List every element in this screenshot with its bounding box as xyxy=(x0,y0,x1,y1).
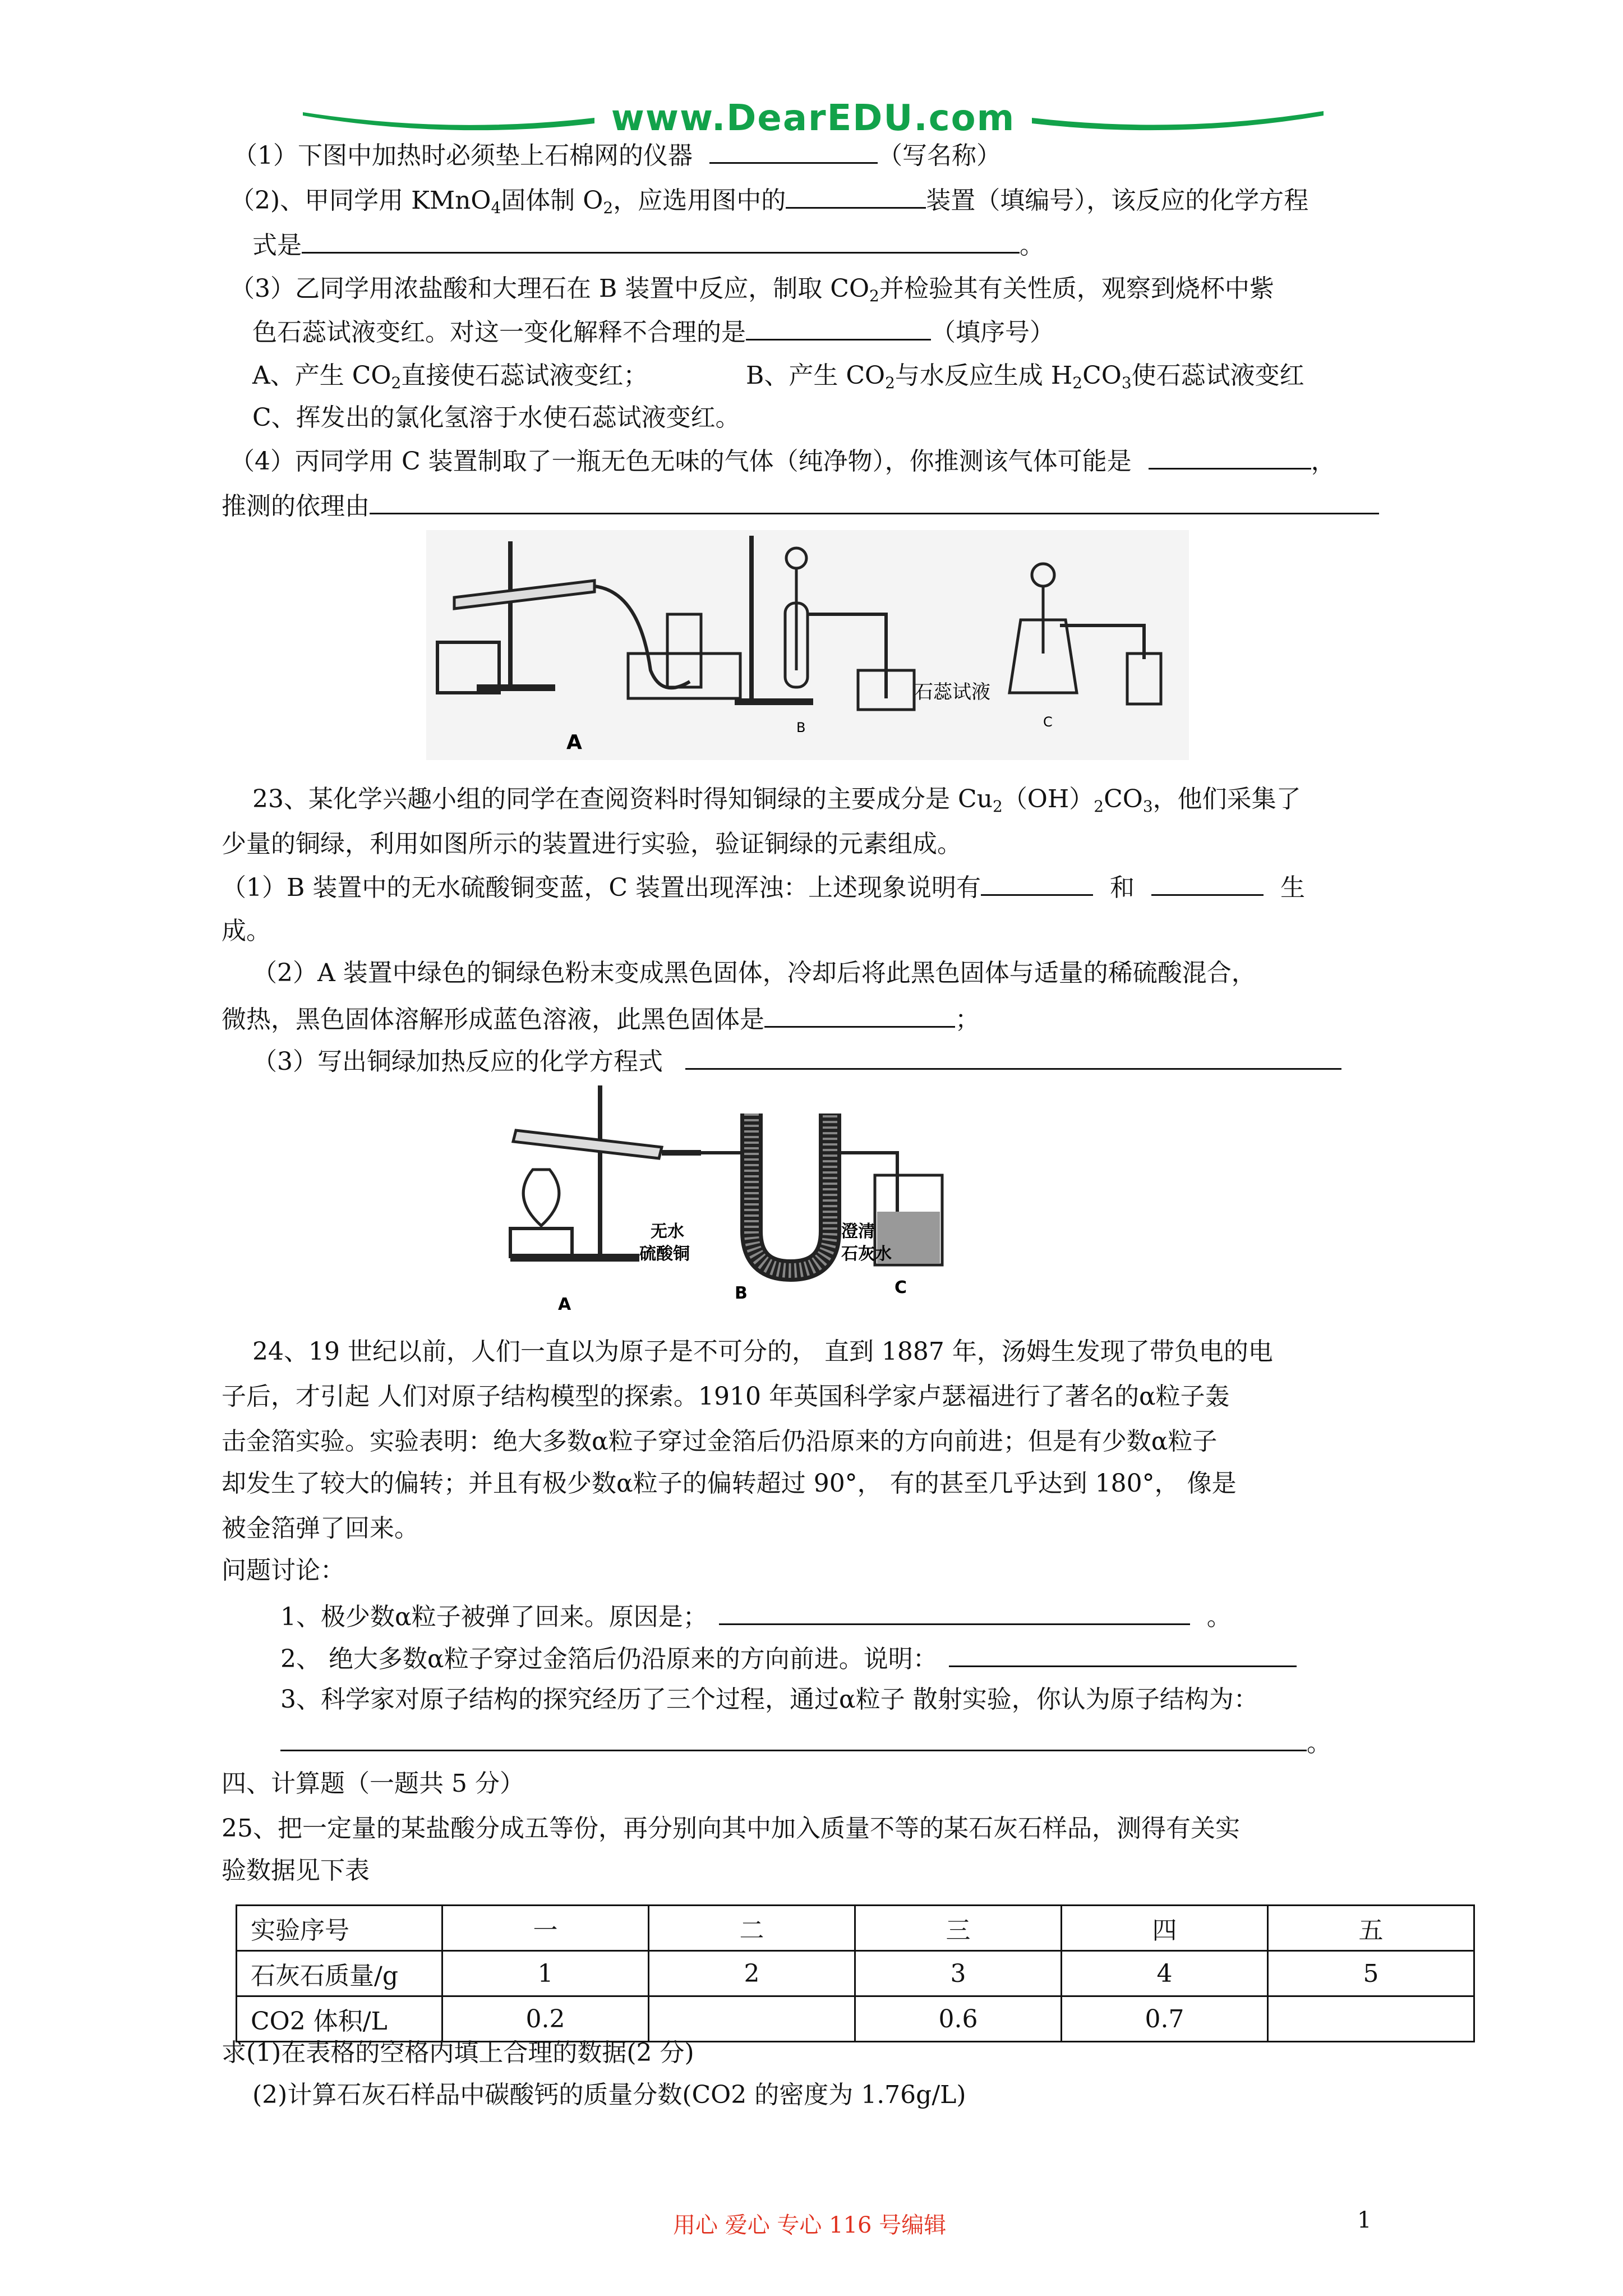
table-cell: CO2 体积/L xyxy=(237,1996,442,2042)
q22-part4: （4）丙同学用 C 装置制取了一瓶无色无味的气体（纯净物），你推测该气体可能是 ， xyxy=(230,443,1336,478)
q22-part2: （2)、甲同学用 KMnO$_4$固体制 $O_2$，应选用图中的 装置（填编号），该反应的化学方程 xyxy=(230,182,1308,225)
fig-label-cuso4-1: 无水 xyxy=(651,1222,684,1241)
fig-label-lime-1: 澄清 xyxy=(841,1222,875,1241)
answer-blank[interactable] xyxy=(370,488,1379,514)
q25-ask-1: 求(1)在表格的空格内填上合理的数据(2 分) xyxy=(222,2039,694,2067)
q24-discussion-1: 1、极少数α粒子被弹了回来。原因是； 。 xyxy=(280,1599,1232,1634)
fig-label-litmus: 石蕊试液 xyxy=(914,681,990,703)
table-cell: 石灰石质量/g xyxy=(237,1951,442,1996)
lab-apparatus-icon xyxy=(426,530,1189,760)
answer-blank[interactable] xyxy=(786,182,926,209)
q24-line-1: 24、19 世纪以前，人们一直以为原子是不可分的， 直到 1887 年，汤姆生发现了带负电的电 xyxy=(252,1337,1273,1366)
q23-part2-answer: 微热，黑色固体溶解形成蓝色溶液，此黑色固体是 ； xyxy=(222,1001,980,1037)
table-header-cell: 二 xyxy=(649,1906,855,1951)
q22-option-c: C、挥发出的氯化氢溶于水使石蕊试液变红。 xyxy=(252,403,740,432)
copper-green-apparatus-icon xyxy=(494,1085,953,1321)
table-header-cell: 四 xyxy=(1062,1906,1268,1951)
q24-discussion-3-answer: 。 xyxy=(280,1725,1331,1760)
answer-blank[interactable] xyxy=(764,1001,955,1028)
q25-line-1: 25、把一定量的某盐酸分成五等份，再分别向其中加入质量不等的某石灰石样品，测得有关实 xyxy=(222,1814,1240,1843)
q24-discussion-label: 问题讨论： xyxy=(222,1556,345,1585)
answer-blank[interactable] xyxy=(949,1641,1297,1667)
table-cell: 1 xyxy=(442,1951,649,1996)
table-header-row xyxy=(237,1906,1474,1951)
page-number: 1 xyxy=(1357,2207,1372,2233)
table-cell: 0.7 xyxy=(1062,1996,1268,2042)
q23-intro-2: 少量的铜绿，利用如图所示的装置进行实验，验证铜绿的元素组成。 xyxy=(222,830,962,858)
fig-label-b: B xyxy=(735,1283,748,1303)
answer-blank[interactable] xyxy=(280,1725,1307,1751)
table-cell: 0.6 xyxy=(855,1996,1062,2042)
q22-part3: （3）乙同学用浓盐酸和大理石在 B 装置中反应，制取 $CO_2$并检验其有关性质，观察到烧杯中紫 xyxy=(230,274,1274,305)
footer-text: 用心 爱心 专心 116 号编辑 xyxy=(673,2212,947,2238)
q23-intro: 23、某化学兴趣小组的同学在查阅资料时得知铜绿的主要成分是 $Cu_2(OH)_2CO_3$，他们采集了 xyxy=(252,785,1301,816)
table-cell: 5 xyxy=(1268,1951,1474,1996)
q23-part1-end: 成。 xyxy=(222,917,271,945)
q23-part2: （2）A 装置中绿色的铜绿色粉末变成黑色固体，冷却后将此黑色固体与适量的稀硫酸混合， xyxy=(252,959,1256,987)
table-cell-blank[interactable] xyxy=(1268,1996,1474,2042)
table-header-cell: 五 xyxy=(1268,1906,1474,1951)
q22-part1: （1）下图中加热时必须垫上石棉网的仪器 （写名称） xyxy=(233,137,1001,173)
section4-title: 四、计算题（一题共 5 分） xyxy=(222,1769,524,1798)
table-cell-blank[interactable] xyxy=(649,1996,855,2042)
answer-blank[interactable] xyxy=(1149,443,1311,470)
table-header-cell: 三 xyxy=(855,1906,1062,1951)
q22-apparatus-figure xyxy=(426,530,1189,760)
q24-line-4: 却发生了较大的偏转；并且有极少数α粒子的偏转超过 90°， 有的甚至几乎达到 180°， 像是 xyxy=(222,1469,1237,1498)
table-row xyxy=(237,1951,1474,1996)
table-header-cell: 一 xyxy=(442,1906,649,1951)
answer-blank[interactable] xyxy=(709,137,878,164)
answer-blank[interactable] xyxy=(1151,869,1264,896)
fig-label-lime-2: 石灰水 xyxy=(841,1244,892,1264)
q23-part3: （3）写出铜绿加热反应的化学方程式 xyxy=(252,1043,1341,1079)
q24-discussion-2: 2、 绝大多数α粒子穿过金箔后仍沿原来的方向前进。说明： xyxy=(280,1641,1297,1676)
fig-label-cuso4-2: 硫酸铜 xyxy=(639,1244,690,1264)
fig-label-a: A xyxy=(566,731,582,754)
q24-discussion-3: 3、科学家对原子结构的探究经历了三个过程，通过α粒子 散射实验，你认为原子结构为： xyxy=(280,1685,1258,1714)
q22-part3-question: 色石蕊试液变红。对这一变化解释不合理的是 （填序号） xyxy=(252,314,1054,349)
q24-line-2: 子后，才引起 人们对原子结构模型的探索。1910 年英国科学家卢瑟福进行了著名的α粒子轰 xyxy=(222,1382,1230,1411)
answer-blank[interactable] xyxy=(981,869,1093,896)
table-cell: 4 xyxy=(1062,1951,1268,1996)
table-cell: 3 xyxy=(855,1951,1062,1996)
fig-label-c: C xyxy=(895,1278,907,1297)
q24-line-5: 被金箔弹了回来。 xyxy=(222,1514,419,1543)
answer-blank[interactable] xyxy=(746,314,931,341)
q25-ask-2: (2)计算石灰石样品中碳酸钙的质量分数(CO2 的密度为 1.76g/L) xyxy=(252,2081,966,2109)
q23-apparatus-figure xyxy=(494,1085,953,1321)
table-header-cell: 实验序号 xyxy=(237,1906,442,1951)
fig-label-b: B xyxy=(796,720,806,735)
q22-option-b: B、产生 $CO_2$与水反应生成 $H_2CO_3$使石蕊试液变红 xyxy=(746,361,1304,392)
q24-line-3: 击金箔实验。实验表明：绝大多数α粒子穿过金箔后仍沿原来的方向前进；但是有少数α粒子 xyxy=(222,1427,1218,1456)
answer-blank[interactable] xyxy=(302,227,1020,254)
q25-line-2: 验数据见下表 xyxy=(222,1856,370,1885)
answer-blank[interactable] xyxy=(685,1043,1341,1070)
fig-label-c: C xyxy=(1043,714,1053,730)
q22-part4-reason: 推测的依理由 xyxy=(222,488,1379,523)
site-title: www.DearEDU.com xyxy=(611,98,1016,139)
table-cell: 0.2 xyxy=(442,1996,649,2042)
q23-part1: （1）B 装置中的无水硫酸铜变蓝，C 装置出现浑浊：上述现象说明有 和 生 xyxy=(222,869,1305,905)
experiment-data-table xyxy=(236,1904,1475,2042)
table-cell: 2 xyxy=(649,1951,855,1996)
fig-label-a: A xyxy=(558,1295,571,1314)
q22-part2-equation: 式是 。 xyxy=(252,227,1044,263)
q22-option-a: A、产生 $CO_2$直接使石蕊试液变红； xyxy=(252,361,648,392)
answer-blank[interactable] xyxy=(719,1599,1190,1625)
table-row xyxy=(237,1996,1474,2042)
